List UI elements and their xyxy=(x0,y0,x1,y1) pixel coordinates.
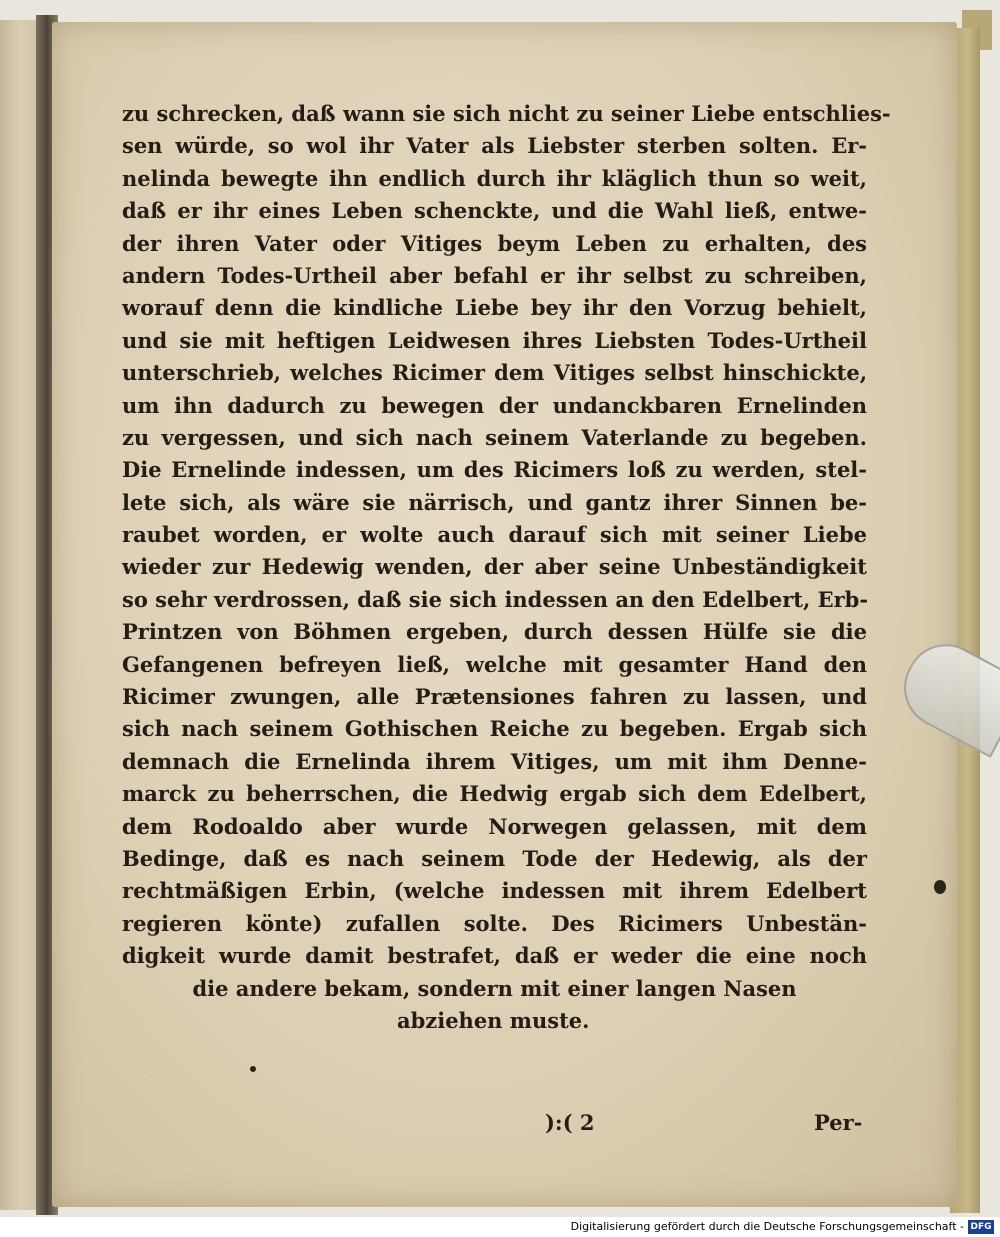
ink-blot xyxy=(934,880,946,894)
text-line: um ihn dadurch zu bewegen der undanckbaren Ernelinden xyxy=(122,392,867,418)
text-line: und sie mit heftigen Leidwesen ihres Liebsten Todes-Urtheil xyxy=(122,327,867,353)
text-line: dem Rodoaldo aber wurde Norwegen gelassen, mit dem xyxy=(122,813,867,839)
text-line: regieren könte) zufallen solte. Des Ricimers Unbestän- xyxy=(122,910,867,936)
text-line: der ihren Vater oder Vitiges beym Leben zu erhalten, des xyxy=(122,230,867,256)
footer-credit: Digitalisierung gefördert durch die Deutsche Forschungsgemeinschaft - xyxy=(570,1220,964,1233)
text-line: sich nach seinem Gothischen Reiche zu begeben. Ergab sich xyxy=(122,716,867,742)
text-line: worauf denn die kindliche Liebe bey ihr den Vorzug behielt, xyxy=(122,295,867,321)
text-line: Ricimer zwungen, alle Prætensiones fahren zu lassen, und xyxy=(122,684,867,710)
text-line: Printzen von Böhmen ergeben, durch dessen Hülfe sie die xyxy=(122,619,867,645)
signature-mark: ):( 2 xyxy=(545,1110,595,1135)
text-line: demnach die Ernelinda ihrem Vitiges, um mit ihm Denne- xyxy=(122,748,867,774)
text-line: Bedinge, daß es nach seinem Tode der Hedewig, als der xyxy=(122,845,867,871)
text-line: raubet worden, er wolte auch darauf sich mit seiner Liebe xyxy=(122,522,867,548)
text-line: lete sich, als wäre sie närrisch, und gantz ihrer Sinnen be- xyxy=(122,489,867,515)
text-line: nelinda bewegte ihn endlich durch ihr kläglich thun so weit, xyxy=(122,165,867,191)
text-line: wieder zur Hedewig wenden, der aber seine Unbeständigkeit xyxy=(122,554,867,580)
text-line: sen würde, so wol ihr Vater als Liebster sterben solten. Er- xyxy=(122,133,867,159)
text-line: digkeit wurde damit bestrafet, daß er weder die eine noch xyxy=(122,943,867,969)
text-line: Gefangenen befreyen ließ, welche mit gesamter Hand den xyxy=(122,651,867,677)
text-line: zu vergessen, und sich nach seinem Vaterlande zu begeben. xyxy=(122,424,867,450)
dfg-logo[interactable]: DFG xyxy=(968,1220,994,1234)
text-line: zu schrecken, daß wann sie sich nicht zu seiner Liebe entschlies- xyxy=(122,101,891,126)
page-text xyxy=(122,98,891,1037)
footer-bar xyxy=(0,1217,1000,1237)
text-line: marck zu beherrschen, die Hedwig ergab sich dem Edelbert, xyxy=(122,781,867,807)
ink-spot xyxy=(250,1066,256,1072)
text-line: unterschrieb, welches Ricimer dem Vitiges selbst hinschickte, xyxy=(122,360,867,386)
text-line: rechtmäßigen Erbin, (welche indessen mit ihrem Edelbert xyxy=(122,878,867,904)
text-line: daß er ihr eines Leben schenckte, und die Wahl ließ, entwe- xyxy=(122,198,867,224)
catchword: Per- xyxy=(814,1110,863,1135)
text-line: andern Todes-Urtheil aber befahl er ihr selbst zu schreiben, xyxy=(122,262,867,288)
text-line: so sehr verdrossen, daß sie sich indessen an den Edelbert, Erb- xyxy=(122,586,869,612)
show-through-mark: . . . . xyxy=(127,1062,163,1081)
text-line: abziehen muste. xyxy=(397,1007,590,1033)
text-line: Die Ernelinde indessen, um des Ricimers loß zu werden, stel- xyxy=(122,457,867,483)
text-line: die andere bekam, sondern mit einer langen Nasen xyxy=(192,975,797,1001)
